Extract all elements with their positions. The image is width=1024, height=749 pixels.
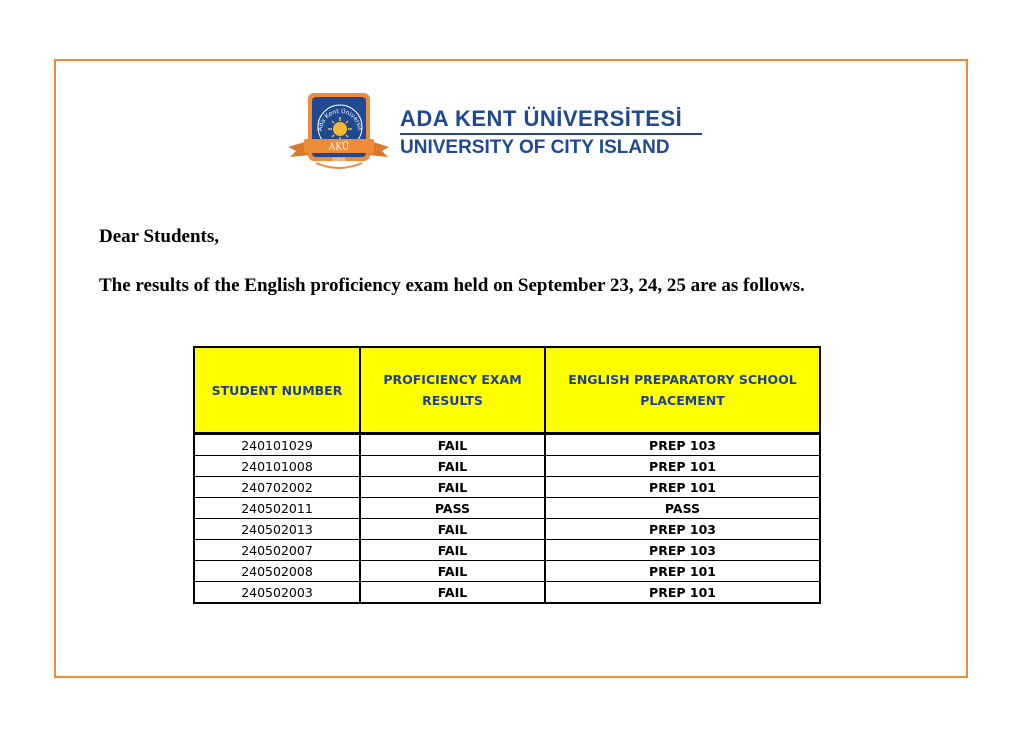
table-row [194, 582, 820, 604]
letter-intro: The results of the English proficiency exam held on September 23, 24, 25 are as follows. [99, 275, 805, 296]
placement-cell: PREP 103 [545, 540, 820, 561]
student-number-cell: 240101008 [194, 456, 360, 477]
university-name-turkish: ADA KENT ÜNİVERSİTESİ [400, 106, 683, 131]
exam-result-cell: FAIL [360, 477, 545, 498]
exam-result-cell: FAIL [360, 540, 545, 561]
table-row [194, 477, 820, 498]
student-number-cell: 240502011 [194, 498, 360, 519]
logo-ring-text: Ada Kent Üniversit [316, 107, 364, 132]
placement-cell: PREP 103 [545, 434, 820, 456]
exam-result-cell: FAIL [360, 519, 545, 540]
table-row [194, 498, 820, 519]
table-row [194, 561, 820, 582]
student-number-cell: 240502003 [194, 582, 360, 604]
exam-result-cell: FAIL [360, 561, 545, 582]
student-number-cell: 240702002 [194, 477, 360, 498]
header-proficiency-results: PROFICIENCY EXAM RESULTS [360, 347, 545, 434]
student-number-cell: 240502013 [194, 519, 360, 540]
student-number-cell: 240502008 [194, 561, 360, 582]
placement-cell: PREP 101 [545, 477, 820, 498]
placement-cell: PREP 101 [545, 456, 820, 477]
table-header-row [194, 347, 820, 434]
student-number-cell: 240502007 [194, 540, 360, 561]
university-logo [286, 91, 391, 173]
table-row [194, 456, 820, 477]
placement-cell: PASS [545, 498, 820, 519]
exam-result-cell: FAIL [360, 582, 545, 604]
letter-greeting: Dear Students, [99, 226, 219, 247]
logo-banner-text: AKÜ [328, 142, 350, 153]
exam-result-cell: FAIL [360, 456, 545, 477]
results-table [193, 346, 821, 604]
table-row [194, 540, 820, 561]
placement-cell: PREP 101 [545, 582, 820, 604]
logo-sub-text: KIBRIS [332, 157, 346, 162]
header-student-number: STUDENT NUMBER [194, 347, 360, 434]
placement-cell: PREP 101 [545, 561, 820, 582]
title-divider [400, 133, 702, 135]
placement-cell: PREP 103 [545, 519, 820, 540]
university-name-english: UNIVERSITY OF CITY ISLAND [400, 137, 670, 158]
header-prep-placement: ENGLISH PREPARATORY SCHOOL PLACEMENT [545, 347, 820, 434]
exam-result-cell: FAIL [360, 434, 545, 456]
exam-result-cell: PASS [360, 498, 545, 519]
student-number-cell: 240101029 [194, 434, 360, 456]
table-row [194, 519, 820, 540]
table-row [194, 434, 820, 456]
